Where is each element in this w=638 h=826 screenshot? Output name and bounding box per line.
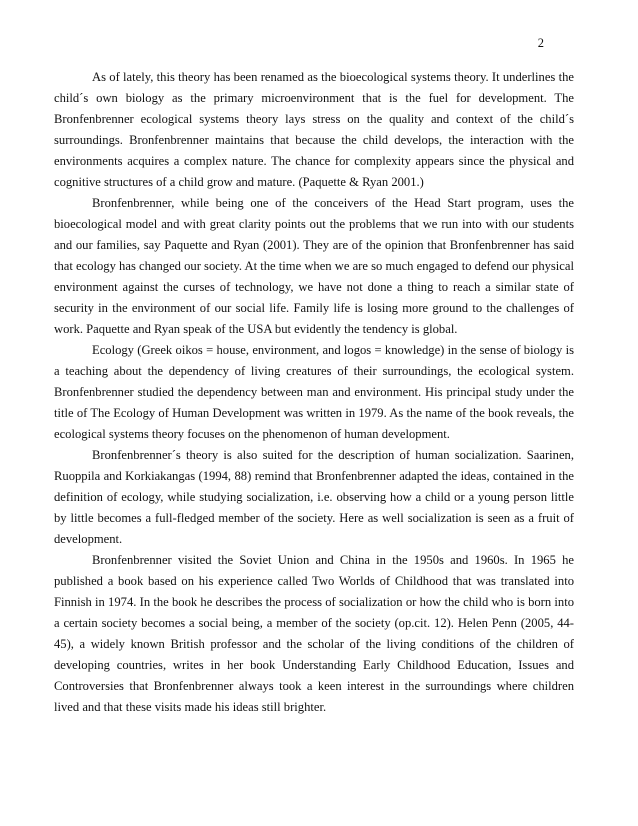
paragraph-bioecological-theory: As of lately, this theory has been renamed as the bioecological systems theory. It underlines the child´s own biology as the primary microenvironment that is the fuel for development. The Bronfenbrenner ecological systems theory lays stress on the quality and context of the child´s surroundings. Bronfenbrenner maintains that because the child develops, the interaction with the environments acquires a complex nature. The chance for complexity appears since the physical and cognitive structures of a child grow and mature. (Paquette & Ryan 2001.) <box>54 70 574 189</box>
page-number: 2 <box>537 36 544 50</box>
paragraph-ecology-definition: Ecology (Greek oikos = house, environment, and logos = knowledge) in the sense of biology is a teaching about the dependency of living creatures of their surroundings, the ecological system. Bronfenbrenner studied the dependency between man and environment. His principal study under the title of The Ecology of Human Development was written in 1979. As the name of the book reveals, the ecological systems theory focuses on the phenomenon of human development. <box>54 343 574 441</box>
paragraph-soviet-china-visit: Bronfenbrenner visited the Soviet Union and China in the 1950s and 1960s. In 1965 he published a book based on his experience called Two Worlds of Childhood that was translated into Finnish in 1974. In the book he describes the process of socialization or how the child who is born into a certain society becomes a social being, a member of the society (op.cit. 12). Helen Penn (2005, 44-45), a widely known British professor and the scholar of the living conditions of the children of developing countries, writes in her book Understanding Early Childhood Education, Issues and Controversies that Bronfenbrenner always took a keen interest in the surroundings where children lived and that these visits made his ideas still brighter. <box>54 553 574 714</box>
paragraph-head-start: Bronfenbrenner, while being one of the conceivers of the Head Start program, uses the bioecological model and with great clarity points out the problems that we run into with our students and our families, say Paquette and Ryan (2001). They are of the opinion that Bronfenbrenner has said that ecology has changed our society. At the time when we are so much engaged to defend our physical environment against the curses of technology, we have not done a thing to reach a similar state of security in the environment of our social life. Family life is losing more ground to the challenges of work. Paquette and Ryan speak of the USA but evidently the tendency is global. <box>54 196 574 336</box>
paragraph-socialization: Bronfenbrenner´s theory is also suited for the description of human socialization. Saarinen, Ruoppila and Korkiakangas (1994, 88) remind that Bronfenbrenner adapted the ideas, contained in the definition of ecology, while studying socialization, i.e. observing how a child or a young person little by little becomes a full-fledged member of the society. Here as well socialization is seen as a fruit of development. <box>54 448 574 546</box>
body-text <box>54 67 574 718</box>
